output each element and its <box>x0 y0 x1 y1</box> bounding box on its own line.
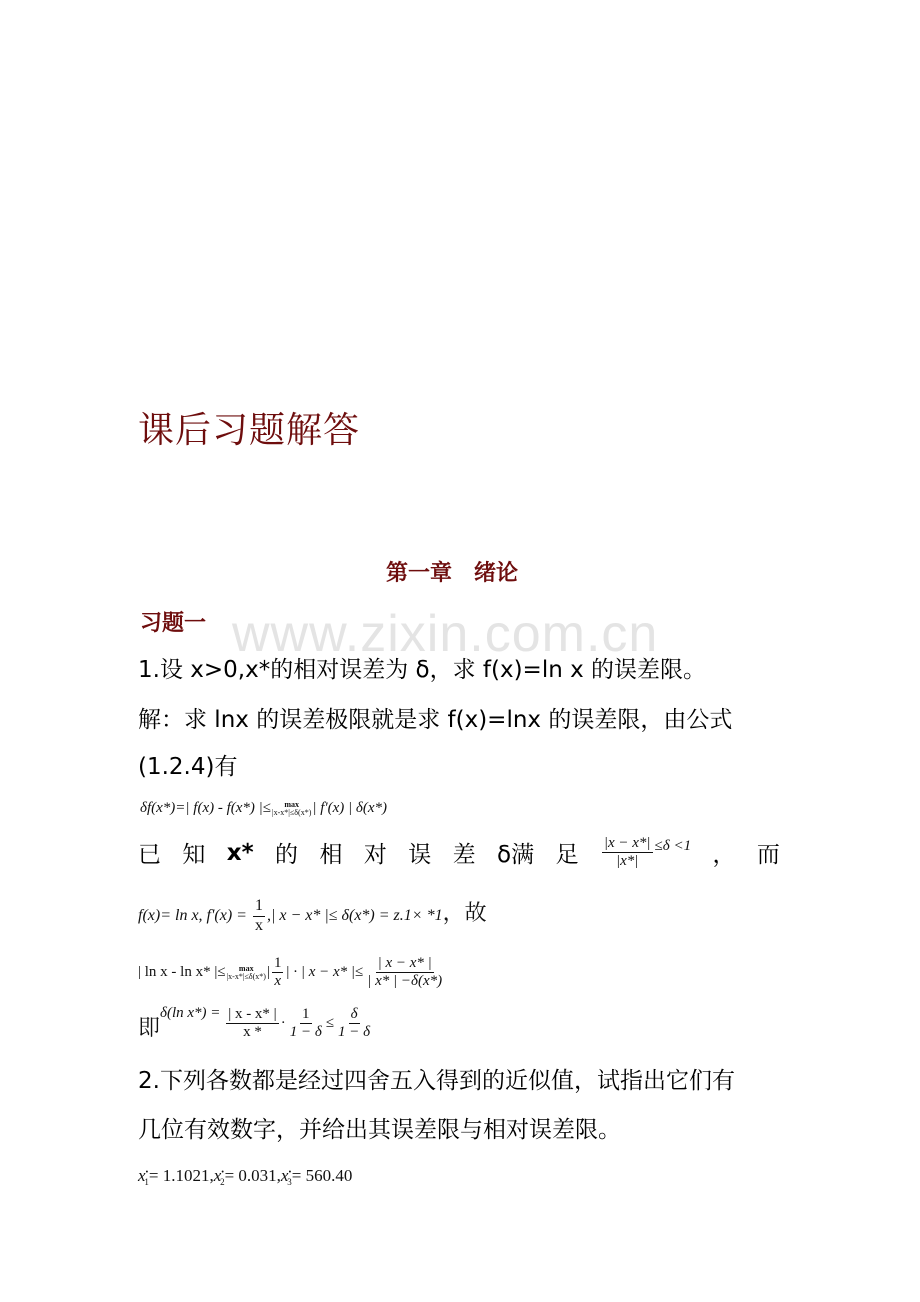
problem2-values <box>138 1166 352 1187</box>
formula-error-bound: δf(x*)=| f(x) - f(x*) |≤ max |x-x*|≤δ(x*) | f'(x) | δ(x*) <box>140 799 388 817</box>
relative-error-fraction: $\frac{|x - x*|}{|x*|}$ ≤δ <1 <box>603 835 692 870</box>
watermark: www.zixin.com.cn <box>232 605 659 663</box>
exercise-heading: 习题一 <box>140 611 207 636</box>
problem1-solution-line1: 解：求 lnx 的误差极限就是求 f(x)=lnx 的误差限，由公式 <box>138 707 733 733</box>
formula-relative-log-error: 即δ(ln x*) = $\frac{| x - x* |}{x *}$ · $\frac{1}{1 - \delta}$ ≤ $\frac{\delta}{1 - \delta}$ <box>138 1005 371 1041</box>
value-x2: $x^•_2= 0.031$, <box>213 1166 281 1188</box>
max-operator: max |x-x*|≤δ(x*) <box>272 799 312 817</box>
problem2-question-line2: 几位有效数字，并给出其误差限与相对误差限。 <box>138 1117 621 1143</box>
document-title: 课后习题解答 <box>138 410 361 451</box>
known-condition-line: 已 知 x* 的 相 对 误 差 δ满 足 $\frac{|x - x*|}{|x*|}$ ≤δ <1 ， 而 <box>138 835 780 870</box>
value-x3: $x^•_3= 560.40$ <box>280 1166 353 1188</box>
problem2-question-line1: 2.下列各数都是经过四舍五入得到的近似值，试指出它们有 <box>138 1068 735 1094</box>
value-x1: $x^•_1= 1.1021$, <box>138 1166 214 1188</box>
problem1-solution-line2: (1.2.4)有 <box>138 754 238 780</box>
formula-derivative: f(x)= ln x, f'(x) = $\frac{1}{x}$ ,| x − x* |≤ δ(x*) = z.1× *1，故 <box>138 897 487 934</box>
chapter-heading: 第一章 绪论 <box>386 561 519 586</box>
problem1-question: 1.设 x>0,x*的相对误差为 δ，求 f(x)=ln x 的误差限。 <box>138 657 707 683</box>
formula-log-bound: | ln x - ln x* |≤ max |x-x*|≤δ(x*) | $\frac{1}{x}$ | · | x − x* |≤ $\frac{| x - x* |}{| x* | -\delta(x*)}$ <box>138 955 443 990</box>
